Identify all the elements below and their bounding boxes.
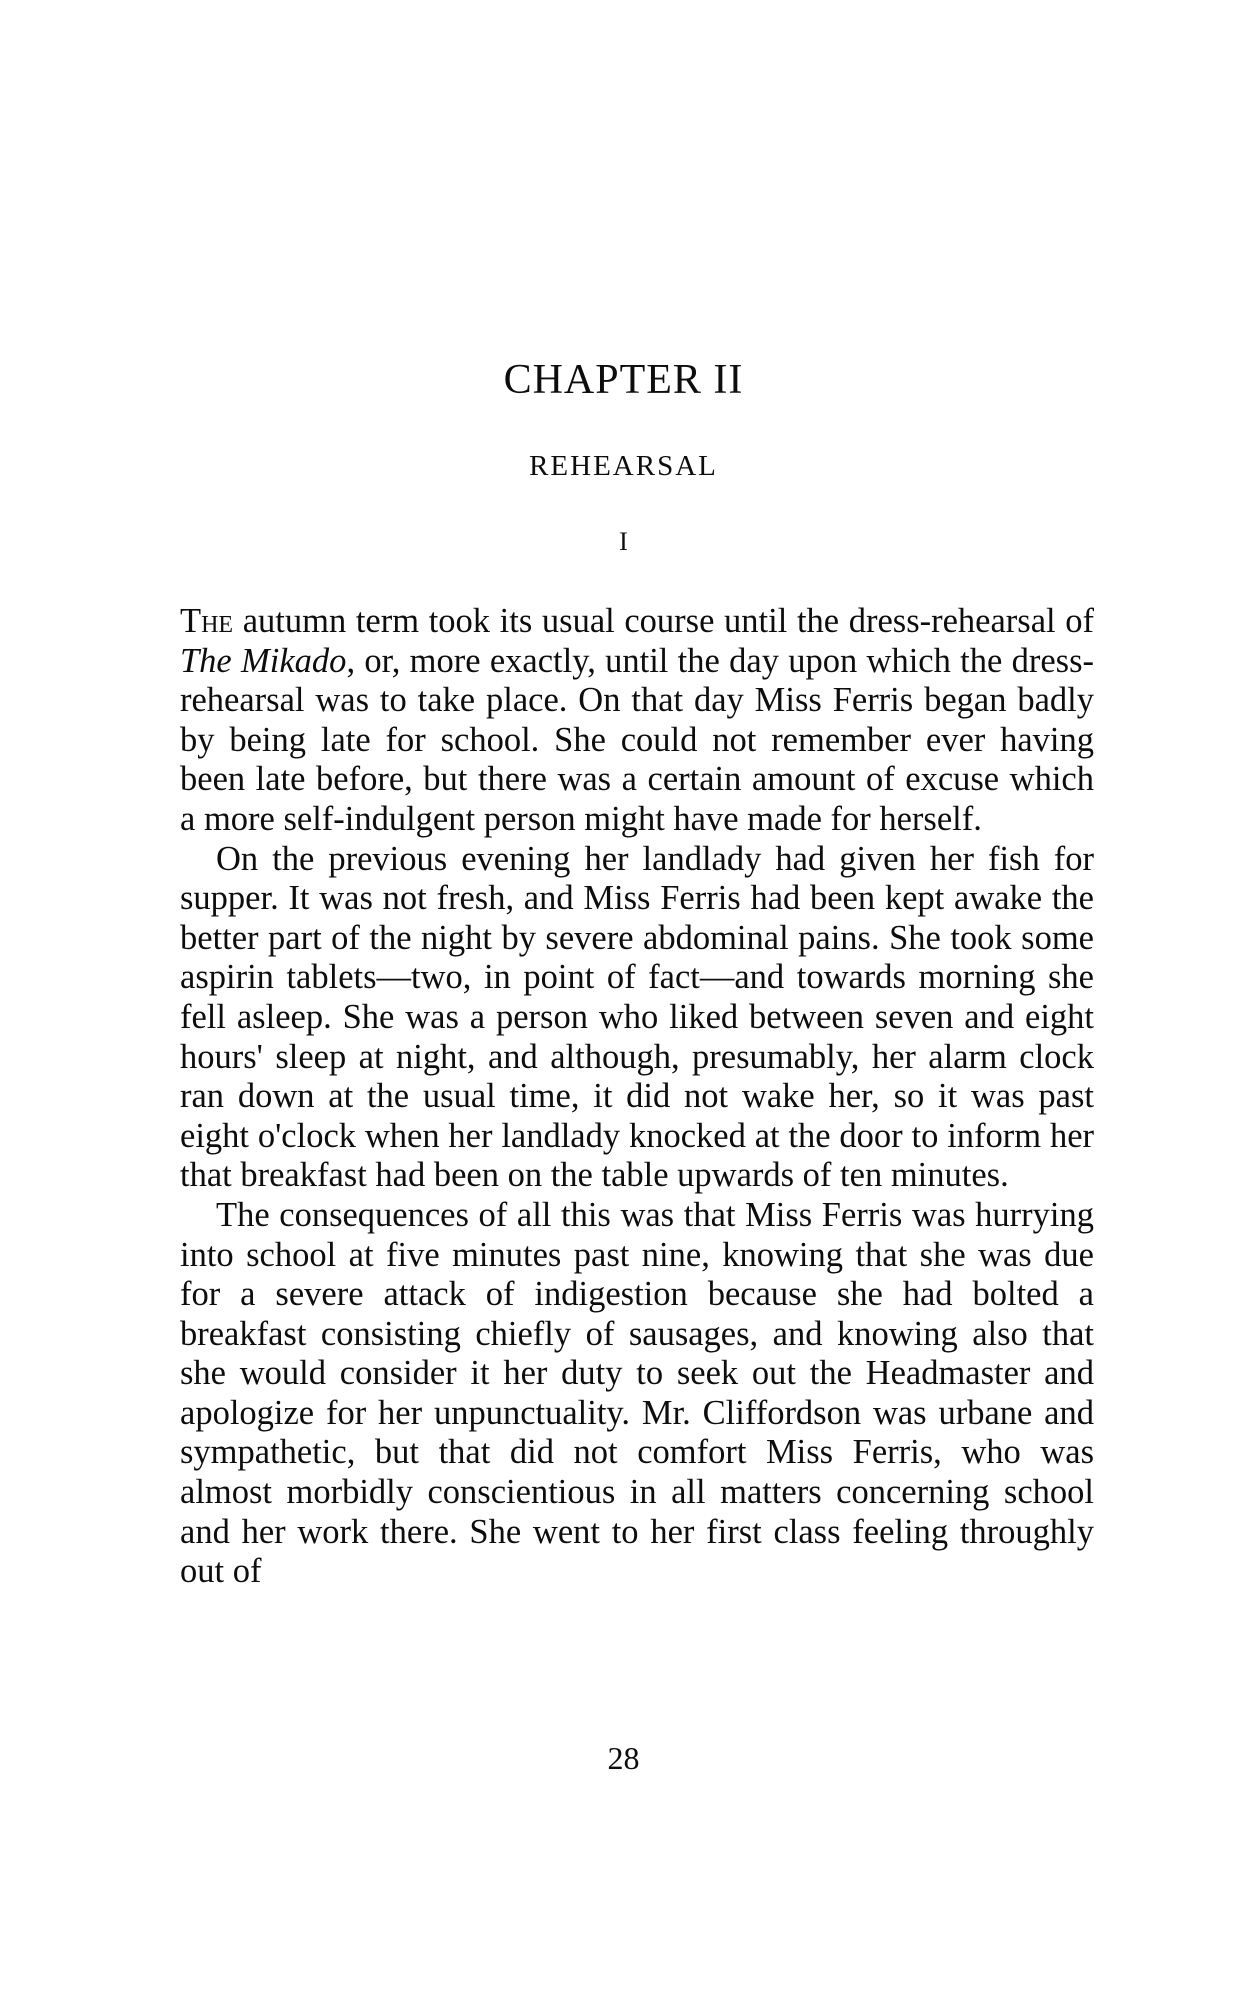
paragraph-lead-word: The: [180, 602, 234, 640]
chapter-subtitle: REHEARSAL: [529, 450, 718, 482]
page-number: 28: [607, 1740, 640, 1776]
paragraph-2: On the previous evening her landlady had given her fish for supper. It was not fresh, and Miss Ferris had been kept awake the better part of the night by severe abdominal pains. She took some aspirin tablets—two, in point of fact—and towards morning she fell asleep. She was a person who liked between seven and eight hours' sleep at night, and although, presumably, her alarm clock ran down at the usual time, it did not wake her, so it was past eight o'clock when her landlady knocked at the door to inform her that breakfast had been on the table upwards of ten minutes.: [180, 839, 1094, 1195]
body-text: [180, 602, 1094, 1592]
paragraph-1-text-a: autumn term took its usual course until the dress-rehearsal of: [233, 602, 1094, 640]
paragraph-3: The consequences of all this was that Miss Ferris was hurrying into school at five minutes past nine, knowing that she was due for a severe attack of indigestion because she had bolted a breakfast consisting chiefly of sausages, and knowing also that she would consider it her duty to seek out the Headmaster and apologize for her unpunctuality. Mr. Cliffordson was urbane and sympathetic, but that did not comfort Miss Ferris, who was almost morbidly conscientious in all matters concerning school and her work there. She went to her first class feeling throughly out of: [180, 1195, 1094, 1591]
paragraph-1-text-b: , or, more exactly, until the day upon which the dress-rehearsal was to take place. On that day Miss Ferris began badly by being late for school. She could not remember ever having been late before, but there was a certain amount of excuse which a more self-indulgent person might have made for herself.: [180, 641, 1094, 838]
play-title: The Mikado: [180, 641, 347, 680]
chapter-title: CHAPTER II: [503, 357, 744, 403]
section-number: I: [619, 527, 628, 556]
paragraph-1: [180, 602, 1094, 840]
